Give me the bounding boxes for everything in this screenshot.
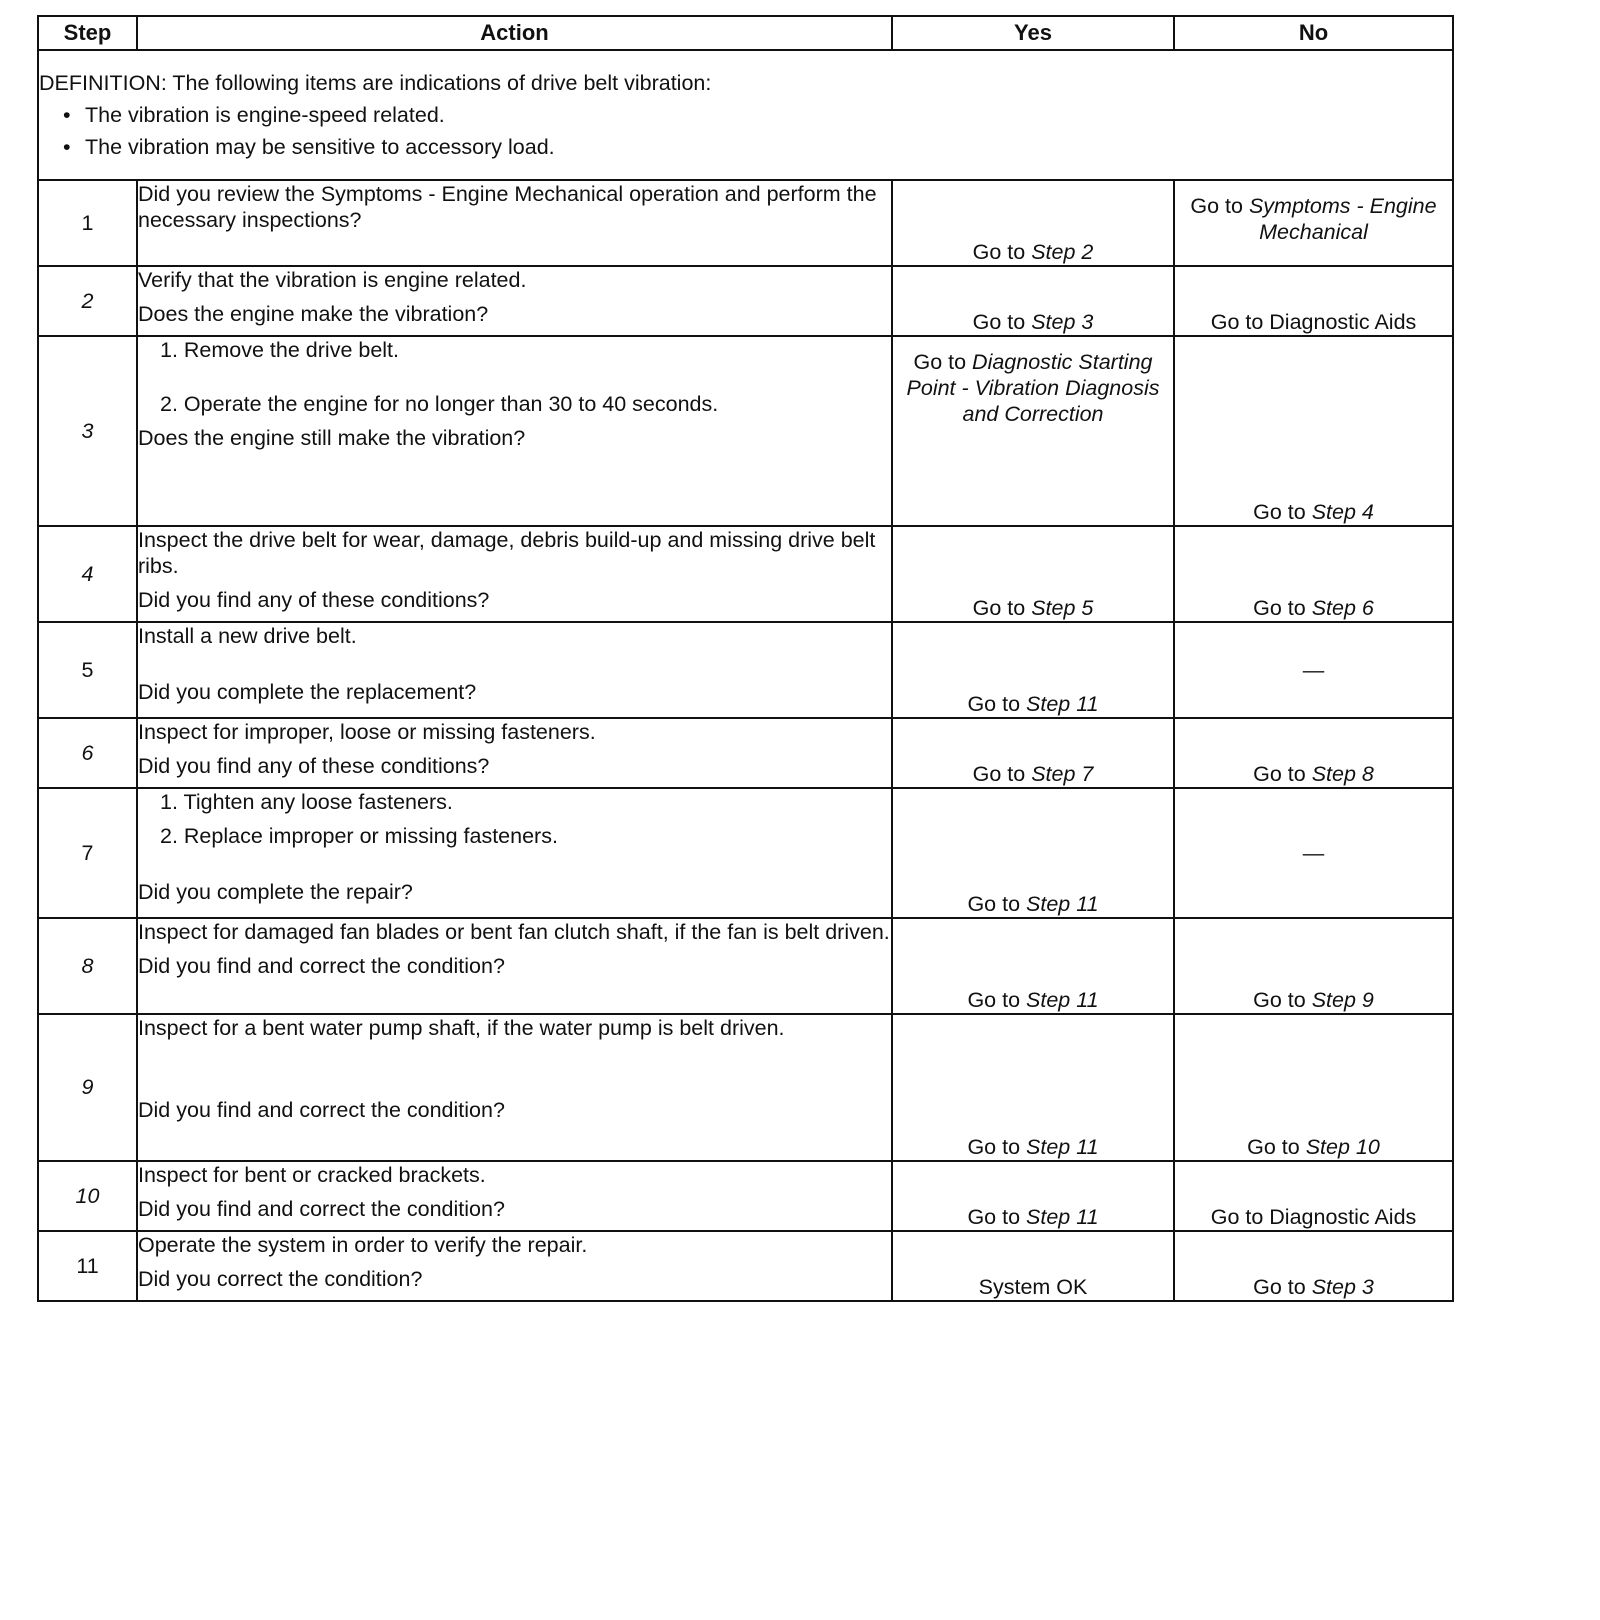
step-row-2: [38, 266, 1453, 336]
action-question: Did you complete the replacement?: [138, 680, 477, 704]
step-action: [137, 1014, 892, 1161]
no-prefix: Go to: [1253, 1275, 1312, 1299]
definition-bullet: • The vibration may be sensitive to accessory load.: [39, 131, 1452, 163]
yes-ref: Diagnostic Starting Point - Vibration Diagnosis and Correction: [906, 350, 1160, 426]
step-row-7: [38, 788, 1453, 918]
step-number: 4: [38, 526, 137, 622]
header-step: Step: [38, 16, 137, 50]
header-row: [38, 16, 1453, 50]
definition-cell: [38, 50, 1453, 180]
yes-prefix: Go to: [967, 988, 1027, 1012]
no-cell: [1174, 526, 1453, 622]
no-ref: Step 10: [1305, 1135, 1380, 1159]
no-cell: —: [1174, 622, 1453, 718]
yes-cell: [892, 1161, 1174, 1231]
diagnostic-table: [37, 15, 1454, 1302]
step-action: [137, 788, 892, 918]
yes-ref: Step 5: [1031, 596, 1094, 620]
no-prefix: Go to: [1190, 194, 1249, 218]
yes-cell: [892, 526, 1174, 622]
action-question: Did you find any of these conditions?: [138, 588, 490, 612]
no-ref: Step 3: [1311, 1275, 1374, 1299]
step-row-4: [38, 526, 1453, 622]
action-question: Does the engine make the vibration?: [138, 302, 489, 326]
no-cell: [1174, 918, 1453, 1014]
no-prefix: Go to: [1253, 596, 1312, 620]
no-ref: Step 9: [1311, 988, 1374, 1012]
action-list: [138, 789, 891, 849]
step-action: [137, 266, 892, 336]
yes-ref: Step 2: [1031, 240, 1094, 264]
no-cell: [1174, 180, 1453, 266]
action-text: Inspect for improper, loose or missing fasteners.: [138, 720, 596, 744]
yes-cell: [892, 788, 1174, 918]
yes-prefix: Go to: [967, 692, 1027, 716]
no-cell: Go to Diagnostic Aids: [1174, 1161, 1453, 1231]
no-cell: [1174, 1231, 1453, 1301]
no-ref: Step 6: [1311, 596, 1374, 620]
yes-prefix: Go to: [972, 596, 1032, 620]
step-row-1: [38, 180, 1453, 266]
yes-cell: [892, 180, 1174, 266]
header-no: No: [1174, 16, 1453, 50]
action-question: Did you find and correct the condition?: [138, 954, 505, 978]
step-row-9: [38, 1014, 1453, 1161]
yes-cell: [892, 622, 1174, 718]
step-number: 6: [38, 718, 137, 788]
action-text: Verify that the vibration is engine related.: [138, 268, 527, 292]
action-text: Did you review the Symptoms - Engine Mechanical operation and perform the necessary inspections?: [138, 182, 877, 232]
action-text: Inspect for a bent water pump shaft, if the water pump is belt driven.: [138, 1016, 785, 1040]
step-number: 7: [38, 788, 137, 918]
action-question: Did you find any of these conditions?: [138, 754, 490, 778]
step-number: 3: [38, 336, 137, 526]
step-row-8: [38, 918, 1453, 1014]
action-question: Does the engine still make the vibration?: [138, 426, 526, 450]
definition-bullet: • The vibration is engine-speed related.: [39, 99, 1452, 131]
no-prefix: Go to: [1247, 1135, 1306, 1159]
action-list-item: 1. Tighten any loose fasteners.: [160, 790, 453, 814]
step-action: [137, 1231, 892, 1301]
action-text: Inspect for bent or cracked brackets.: [138, 1163, 486, 1187]
step-row-10: [38, 1161, 1453, 1231]
yes-prefix: Go to: [967, 1135, 1027, 1159]
no-cell: [1174, 336, 1453, 526]
action-list-item: 2. Operate the engine for no longer than 30 to 40 seconds.: [160, 392, 719, 416]
yes-prefix: Go to: [967, 892, 1027, 916]
yes-prefix: Go to: [972, 240, 1032, 264]
header-action: Action: [137, 16, 892, 50]
yes-ref: Step 11: [1026, 988, 1099, 1012]
action-question: Did you complete the repair?: [138, 880, 413, 904]
step-number: 11: [38, 1231, 137, 1301]
yes-prefix: Go to: [967, 1205, 1027, 1229]
action-list: [138, 337, 891, 417]
step-action: [137, 622, 892, 718]
step-action: [137, 180, 892, 266]
yes-cell: System OK: [892, 1231, 1174, 1301]
yes-ref: Step 11: [1026, 892, 1099, 916]
step-number: 2: [38, 266, 137, 336]
no-prefix: Go to: [1253, 500, 1312, 524]
step-row-6: [38, 718, 1453, 788]
step-action: [137, 918, 892, 1014]
no-prefix: Go to: [1253, 988, 1312, 1012]
step-row-11: [38, 1231, 1453, 1301]
header-yes: Yes: [892, 16, 1174, 50]
action-list-item: 1. Remove the drive belt.: [160, 338, 400, 362]
yes-ref: Step 3: [1031, 310, 1094, 334]
action-text: Inspect the drive belt for wear, damage, debris build-up and missing drive belt ribs.: [138, 528, 876, 578]
yes-cell: [892, 1014, 1174, 1161]
definition-bullets: [39, 99, 1452, 163]
step-number: 1: [38, 180, 137, 266]
step-action: [137, 526, 892, 622]
yes-cell: [892, 336, 1174, 526]
yes-prefix: Go to: [972, 310, 1032, 334]
step-action: [137, 336, 892, 526]
yes-cell: [892, 266, 1174, 336]
step-number: 10: [38, 1161, 137, 1231]
yes-prefix: Go to: [913, 350, 973, 374]
action-text: Install a new drive belt.: [138, 624, 357, 648]
action-question: Did you find and correct the condition?: [138, 1197, 505, 1221]
step-number: 8: [38, 918, 137, 1014]
step-number: 9: [38, 1014, 137, 1161]
action-text: Operate the system in order to verify the repair.: [138, 1233, 588, 1257]
step-row-5: [38, 622, 1453, 718]
yes-prefix: Go to: [972, 762, 1032, 786]
yes-cell: [892, 918, 1174, 1014]
no-cell: [1174, 1014, 1453, 1161]
no-ref: Step 8: [1311, 762, 1374, 786]
no-cell: Go to Diagnostic Aids: [1174, 266, 1453, 336]
step-row-3: [38, 336, 1453, 526]
no-prefix: Go to: [1253, 762, 1312, 786]
yes-ref: Step 11: [1026, 1205, 1099, 1229]
step-action: [137, 1161, 892, 1231]
definition-row: [38, 50, 1453, 180]
yes-cell: [892, 718, 1174, 788]
no-ref: Symptoms - Engine Mechanical: [1248, 194, 1437, 244]
action-question: Did you find and correct the condition?: [138, 1098, 505, 1122]
no-ref: Step 4: [1311, 500, 1374, 524]
no-cell: [1174, 718, 1453, 788]
definition-text: DEFINITION: The following items are indications of drive belt vibration:: [39, 71, 712, 95]
step-number: 5: [38, 622, 137, 718]
no-cell: —: [1174, 788, 1453, 918]
step-action: [137, 718, 892, 788]
yes-ref: Step 11: [1026, 1135, 1099, 1159]
action-question: Did you correct the condition?: [138, 1267, 423, 1291]
action-text: Inspect for damaged fan blades or bent fan clutch shaft, if the fan is belt driven.: [138, 920, 890, 944]
action-list-item: 2. Replace improper or missing fasteners.: [160, 824, 558, 848]
yes-ref: Step 7: [1031, 762, 1094, 786]
yes-ref: Step 11: [1026, 692, 1099, 716]
